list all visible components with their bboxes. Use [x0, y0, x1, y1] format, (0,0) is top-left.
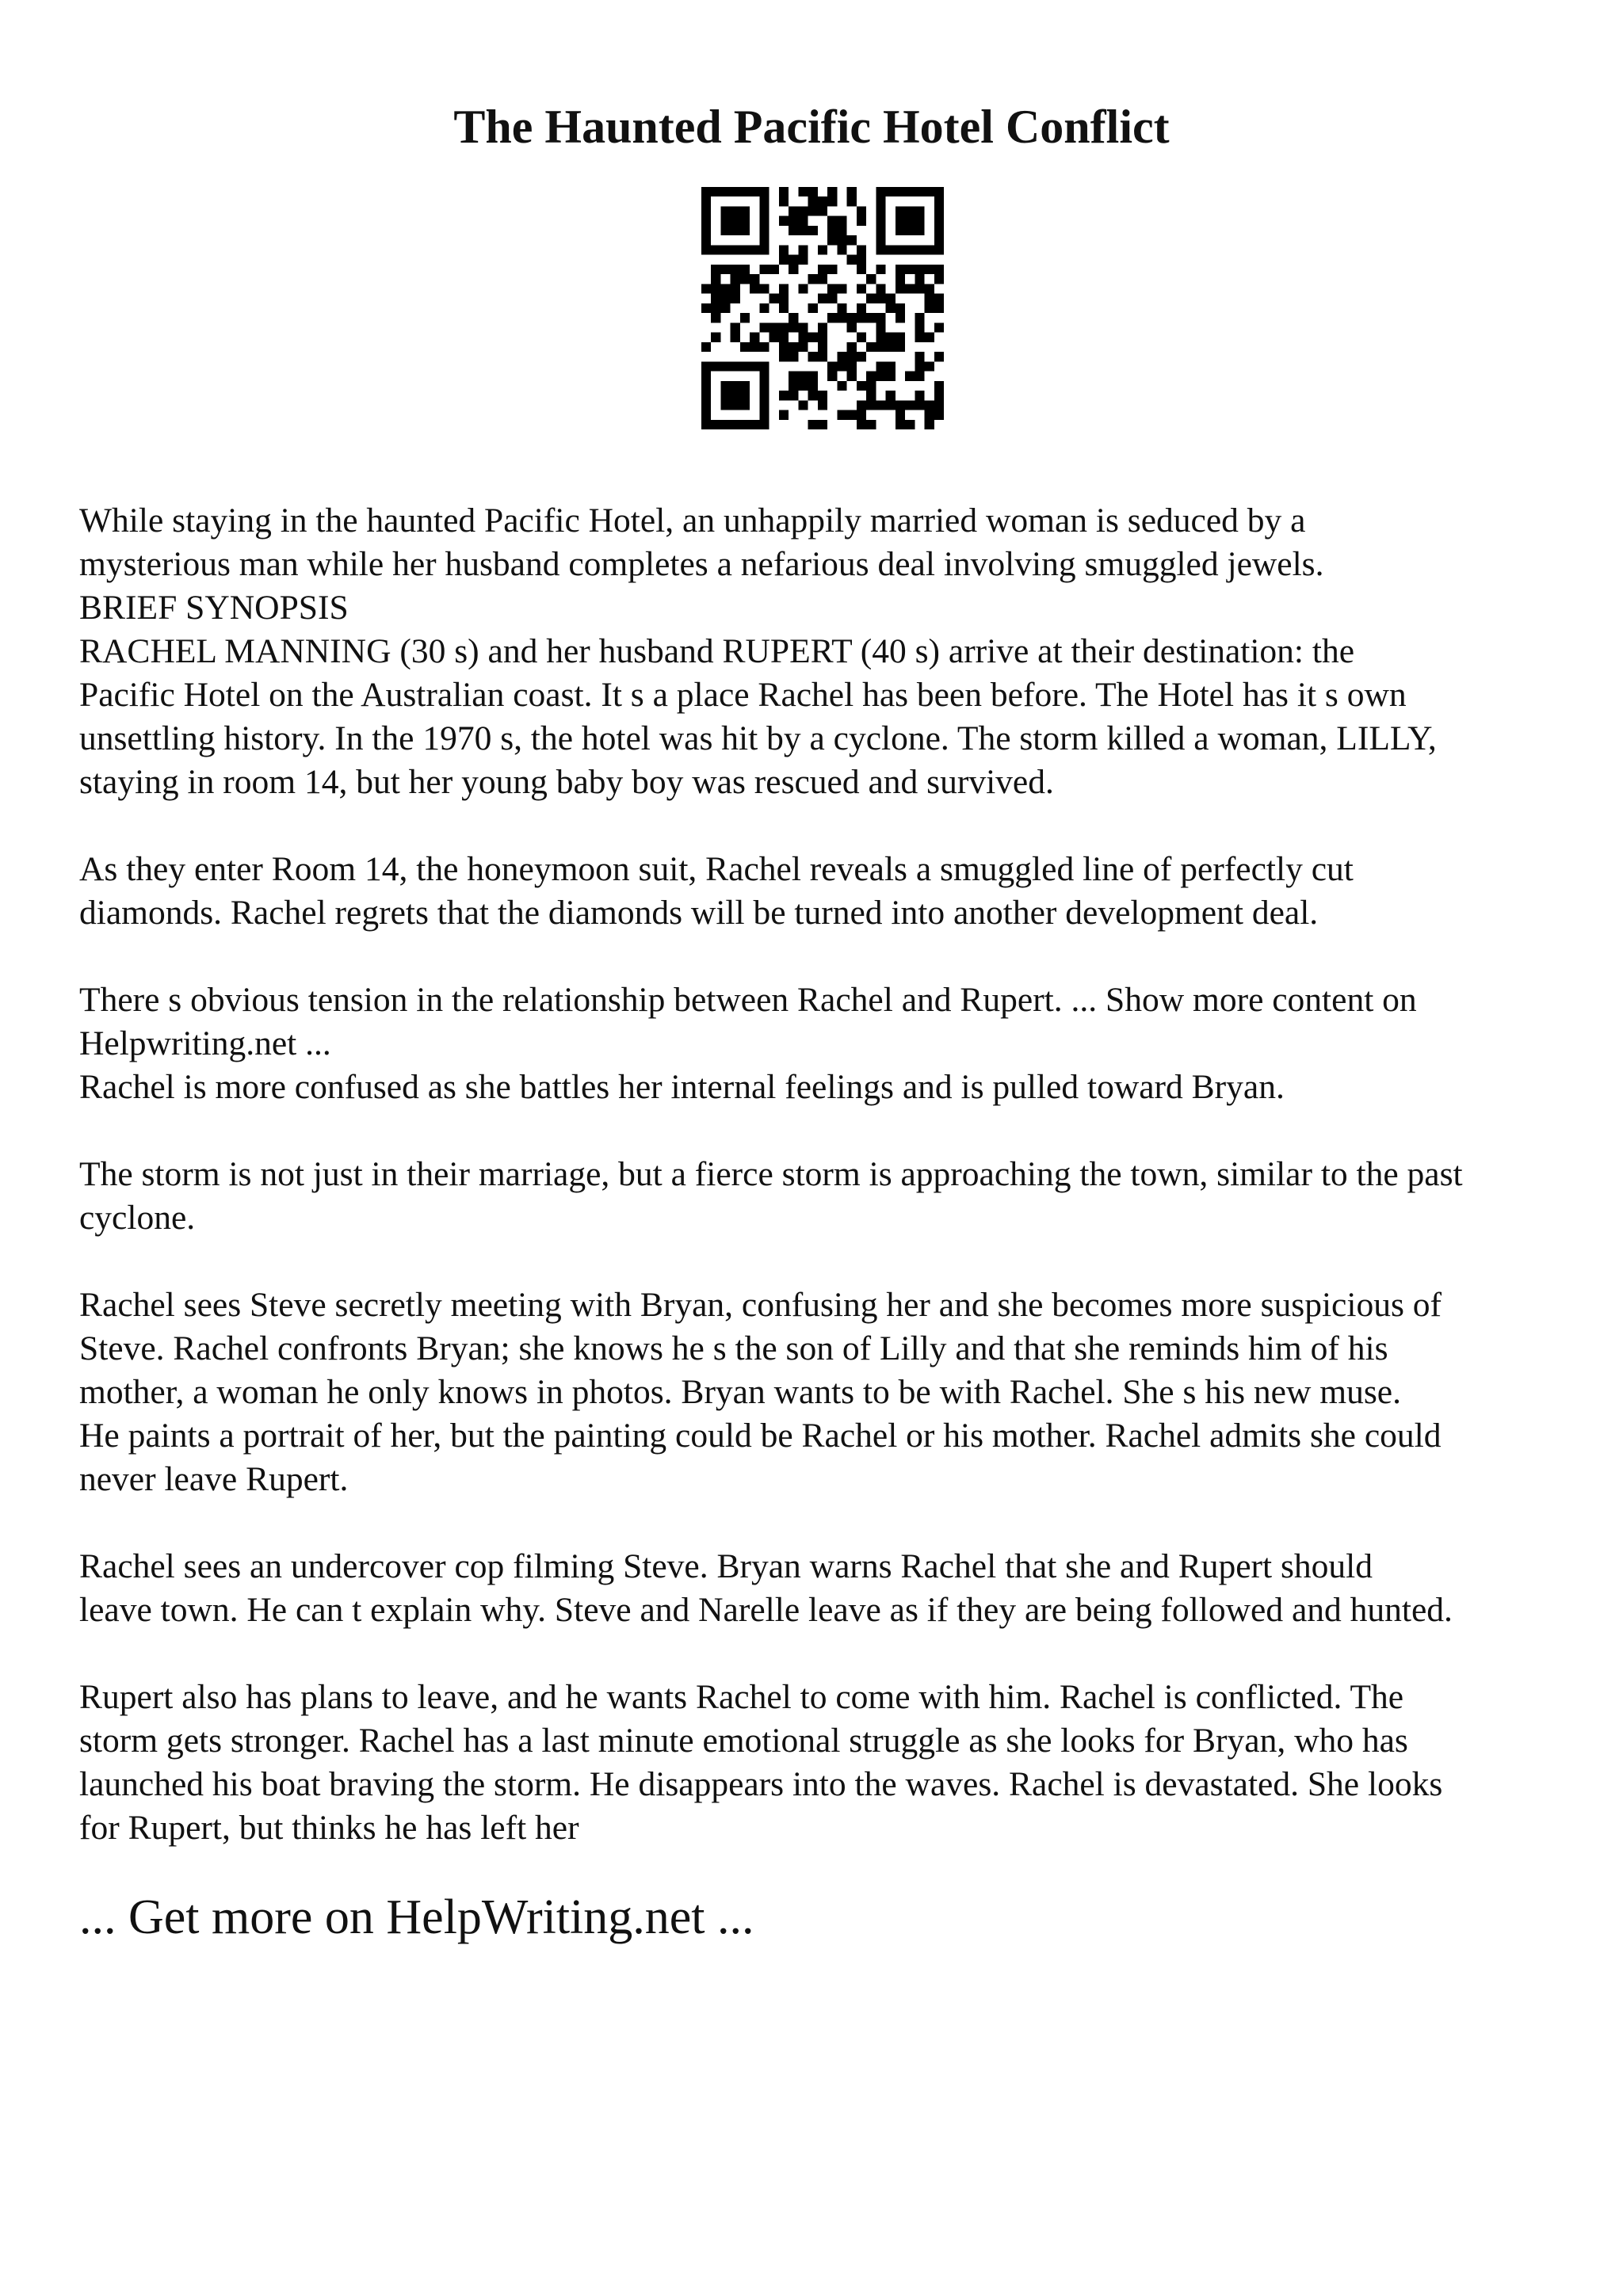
paragraph	[79, 499, 1585, 586]
text-line: Rachel is more confused as she battles her internal feelings and is pulled toward Bryan.	[79, 1068, 1285, 1106]
text-line: RACHEL MANNING (30 s) and her husband RUPERT (40 s) arrive at their destination: the	[79, 632, 1355, 670]
text-line: leave town. He can t explain why. Steve and Narelle leave as if they are being followed and hunted.	[79, 1591, 1453, 1629]
text-line: cyclone.	[79, 1199, 196, 1237]
text-line: Rachel sees Steve secretly meeting with Bryan, confusing her and she becomes more suspicious of	[79, 1286, 1442, 1324]
text-line: unsettling history. In the 1970 s, the hotel was hit by a cyclone. The storm killed a woman, LILLY,	[79, 719, 1437, 757]
paragraph	[79, 1545, 1585, 1632]
text-line: storm gets stronger. Rachel has a last minute emotional struggle as she looks for Bryan, who has	[79, 1722, 1408, 1760]
qr-code	[701, 187, 944, 429]
text-line: mysterious man while her husband completes a nefarious deal involving smuggled jewels.	[79, 545, 1324, 583]
text-line: mother, a woman he only knows in photos. Bryan wants to be with Rachel. She s his new muse.	[79, 1373, 1401, 1411]
text-line: Rachel sees an undercover cop filming Steve. Bryan warns Rachel that she and Rupert should	[79, 1547, 1373, 1585]
text-line: for Rupert, but thinks he has left her	[79, 1809, 579, 1847]
text-line: Rupert also has plans to leave, and he wants Rachel to come with him. Rachel is conflicted. The	[79, 1678, 1404, 1716]
text-line: He paints a portrait of her, but the painting could be Rachel or his mother. Rachel admits she could	[79, 1417, 1442, 1455]
paragraph	[79, 1676, 1585, 1850]
page-title: The Haunted Pacific Hotel Conflict	[453, 101, 1170, 153]
paragraph	[79, 1283, 1585, 1501]
paragraph	[79, 978, 1585, 1066]
document-body	[79, 499, 1585, 1894]
paragraph	[79, 586, 1585, 630]
text-line: diamonds. Rachel regrets that the diamonds will be turned into another development deal.	[79, 894, 1319, 932]
text-line: As they enter Room 14, the honeymoon suit, Rachel reveals a smuggled line of perfectly cut	[79, 850, 1354, 888]
paragraph	[79, 848, 1585, 935]
text-line: Pacific Hotel on the Australian coast. It s a place Rachel has been before. The Hotel has it s own	[79, 676, 1407, 714]
text-line: staying in room 14, but her young baby boy was rescued and survived.	[79, 763, 1054, 801]
paragraph	[79, 630, 1585, 804]
text-line: launched his boat braving the storm. He disappears into the waves. Rachel is devastated. She looks	[79, 1765, 1443, 1803]
paragraph	[79, 1066, 1585, 1109]
text-line: Helpwriting.net ...	[79, 1024, 331, 1062]
text-line: The storm is not just in their marriage, but a fierce storm is approaching the town, similar to the past	[79, 1155, 1463, 1193]
text-line: Steve. Rachel confronts Bryan; she knows he s the son of Lilly and that she reminds him of his	[79, 1329, 1388, 1367]
text-line: There s obvious tension in the relationship between Rachel and Rupert. ... Show more content on	[79, 981, 1417, 1019]
text-line: BRIEF SYNOPSIS	[79, 589, 349, 627]
text-line: never leave Rupert.	[79, 1460, 349, 1498]
paragraph	[79, 1153, 1585, 1240]
text-line: While staying in the haunted Pacific Hotel, an unhappily married woman is seduced by a	[79, 502, 1306, 540]
get-more-link[interactable]: ... Get more on HelpWriting.net ...	[79, 1890, 754, 1944]
